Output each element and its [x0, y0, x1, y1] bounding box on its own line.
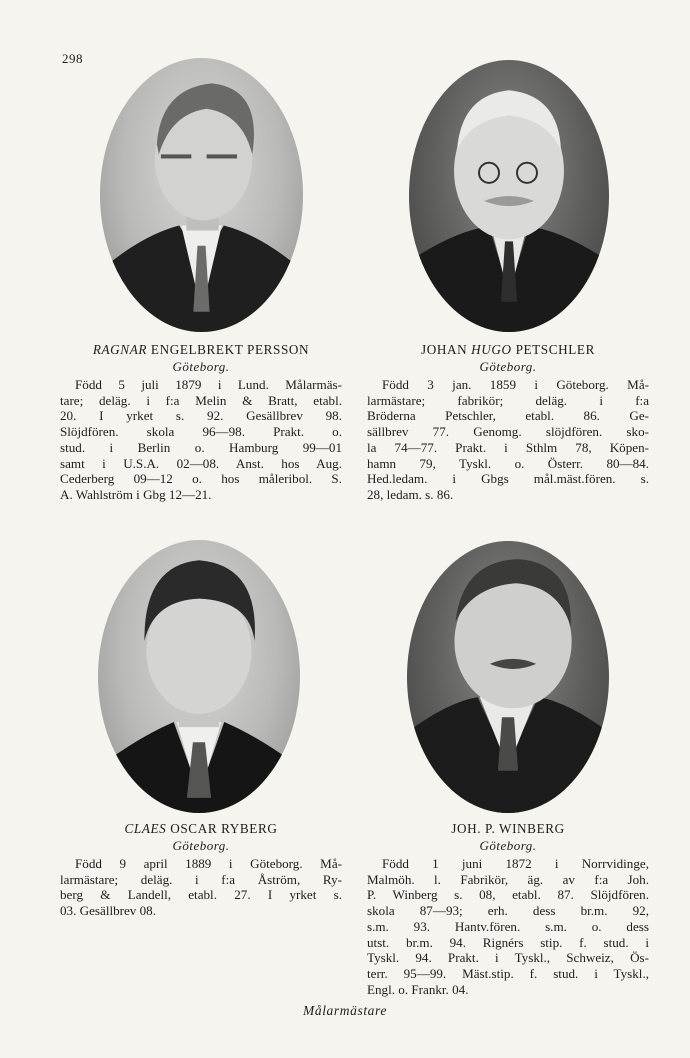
person-city: Göteborg.	[479, 838, 537, 853]
person-city: Göteborg.	[479, 359, 537, 374]
portrait-photo	[98, 540, 300, 813]
person-name: CLAES OSCAR RYBERG	[124, 821, 278, 836]
portrait-photo	[100, 58, 303, 332]
person-name: JOH. P. WINBERG	[451, 821, 565, 836]
person-city: Göteborg.	[172, 838, 230, 853]
person-biography: Född 9 april 1889 i Göteborg. Må- larmästare; deläg. i f:a Åström, Ry- berg & Landell, etabl. 27. I yrket s. 03. Gesällbrev 08.	[60, 856, 342, 919]
portrait-photo	[409, 60, 609, 332]
person-biography: Född 3 jan. 1859 i Göteborg. Må- larmästare; fabrikör; deläg. i f:a Bröderna Petschler, etabl. 86. Ge- sällbrev 77. Genomg. slöjdfören. sko- la 74—77. Prakt. i Sthlm 78, Köpen- hamn 79, Tyskl. o. Österr. 80—84. Hed.ledam. i Gbgs mål.mäst.fören. s. 28, ledam. s. 86.	[367, 377, 649, 502]
page-footer: Målarmästare	[303, 1003, 387, 1018]
page-number: 298	[62, 51, 83, 66]
person-name: JOHAN HUGO PETSCHLER	[421, 342, 595, 357]
person-city: Göteborg.	[172, 359, 230, 374]
person-biography: Född 1 juni 1872 i Norrvidinge, Malmöh. l. Fabrikör, äg. av f:a Joh. P. Winberg s. 08, etabl. 87. Slöjdfören. skola 87—93; erh. dess br.m. 92, s.m. 93. Hantv.fören. s.m. o. dess utst. br.m. 94. Rignérs stip. f. stud. i Tyskl. 94. Prakt. i Tyskl., Schweiz, Ös- terr. 95—99. Mäst.stip. f. stud. i Tyskl., Engl. o. Frankr. 04.	[367, 856, 649, 997]
person-biography: Född 5 juli 1879 i Lund. Målarmäs- tare; deläg. i f:a Melin & Bratt, etabl. 20. I yrket s. 92. Gesällbrev 98. Slöjdfören. skola 96—98. Prakt. o. stud. i Berlin o. Hamburg 99—01 samt i U.S.A. 02—08. Anst. hos Aug. Cederberg 09—12 o. hos måleribol. S. A. Wahlström i Gbg 12—21.	[60, 377, 342, 502]
person-name: RAGNAR ENGELBREKT PERSSON	[92, 342, 310, 357]
portrait-photo	[407, 541, 609, 813]
